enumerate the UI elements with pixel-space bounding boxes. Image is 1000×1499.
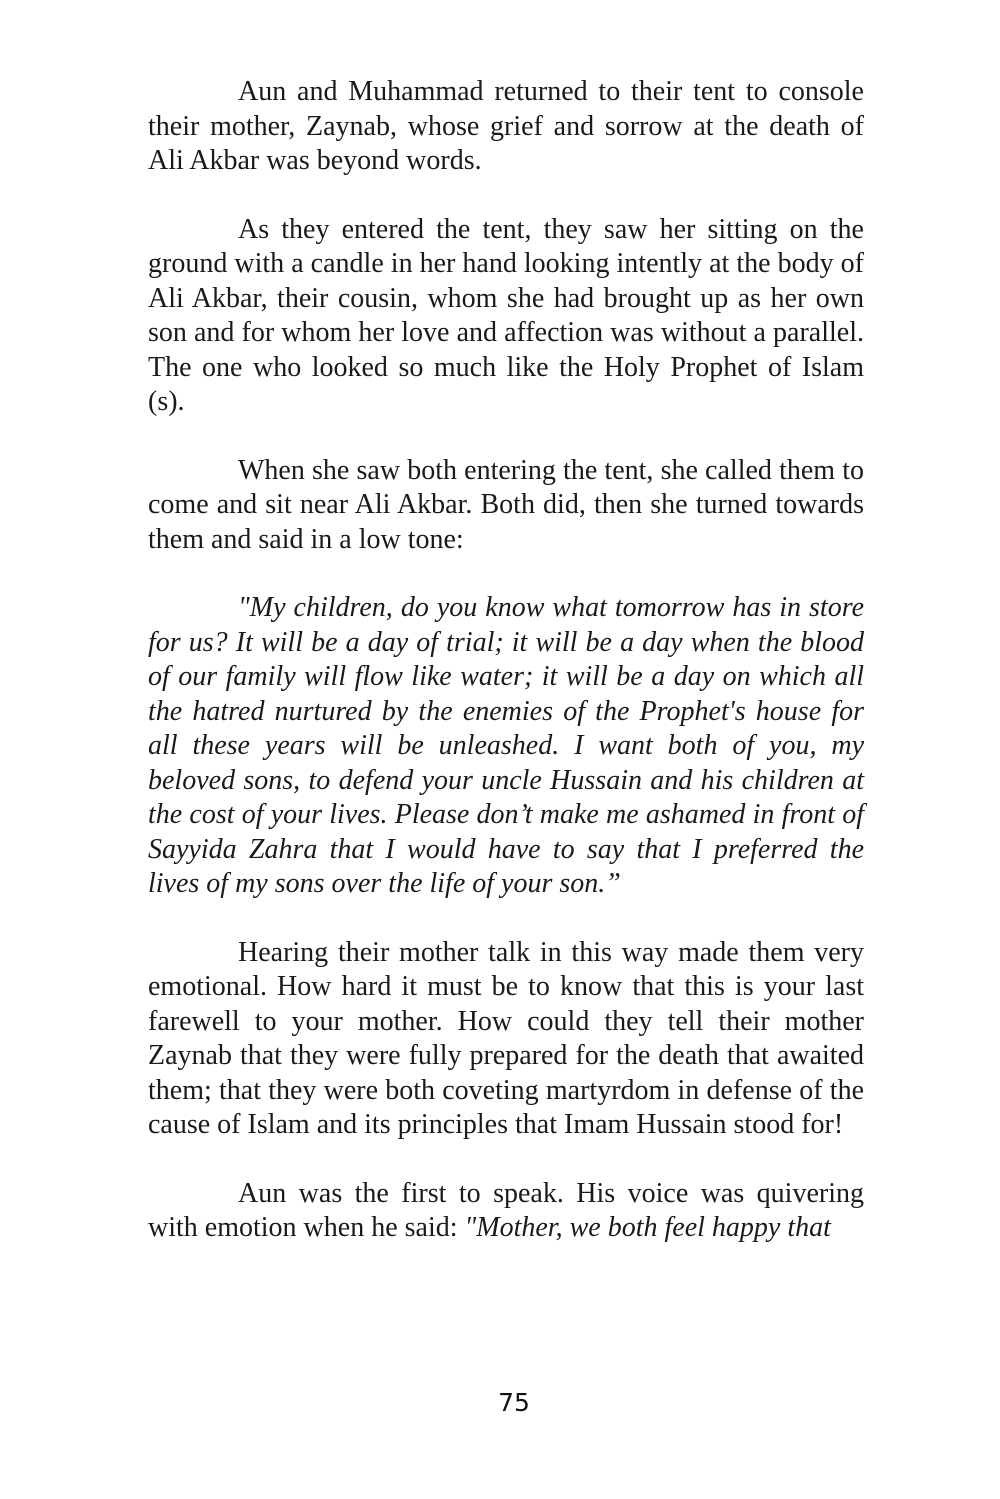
page-number: 75	[498, 1388, 530, 1417]
paragraph-6-quote: "Mother, we both feel happy that	[464, 1212, 831, 1243]
quote-paragraph: "My children, do you know what tomorrow has in store for us? It will be a day of trial; it will be a day when the blood of our family will flow like water; it will be a day on which all the hatred nurtured by the enemies of the Prophet's house for all these years will be unleashed. I want both of you, my beloved sons, to defend your uncle Hussain and his children at the cost of your lives. Please don’t make me ashamed in front of Sayyida Zahra that I would have to say that I preferred the lives of my sons over the life of your son.”	[148, 592, 864, 899]
paragraph-2: As they entered the tent, they saw her sitting on the ground with a candle in her hand looking intently at the body of Ali Akbar, their cousin, whom she had brought up as her own son and for whom her love and affection was without a parallel. The one who looked so much like the Holy Prophet of Islam (s).	[148, 213, 864, 417]
paragraph-1: Aun and Muhammad returned to their tent to console their mother, Zaynab, whose grief and sorrow at the death of Ali Akbar was beyond words.	[148, 76, 864, 176]
paragraph-6-text: Aun was the first to speak. His voice was quivering with emotion when he said:	[148, 1177, 864, 1243]
paragraph-3: When she saw both entering the tent, she called them to come and sit near Ali Akbar. Both did, then she turned towards them and said in a low tone:	[148, 454, 864, 555]
page-body	[148, 75, 864, 1280]
paragraph-6	[148, 1177, 864, 1246]
paragraph-5: Hearing their mother talk in this way made them very emotional. How hard it must be to know that this is your last farewell to your mother. How could they tell their mother Zaynab that they were fully prepared for the death that awaited them; that they were both coveting martyrdom in defense of the cause of Islam and its principles that Imam Hussain stood for!	[148, 936, 864, 1140]
